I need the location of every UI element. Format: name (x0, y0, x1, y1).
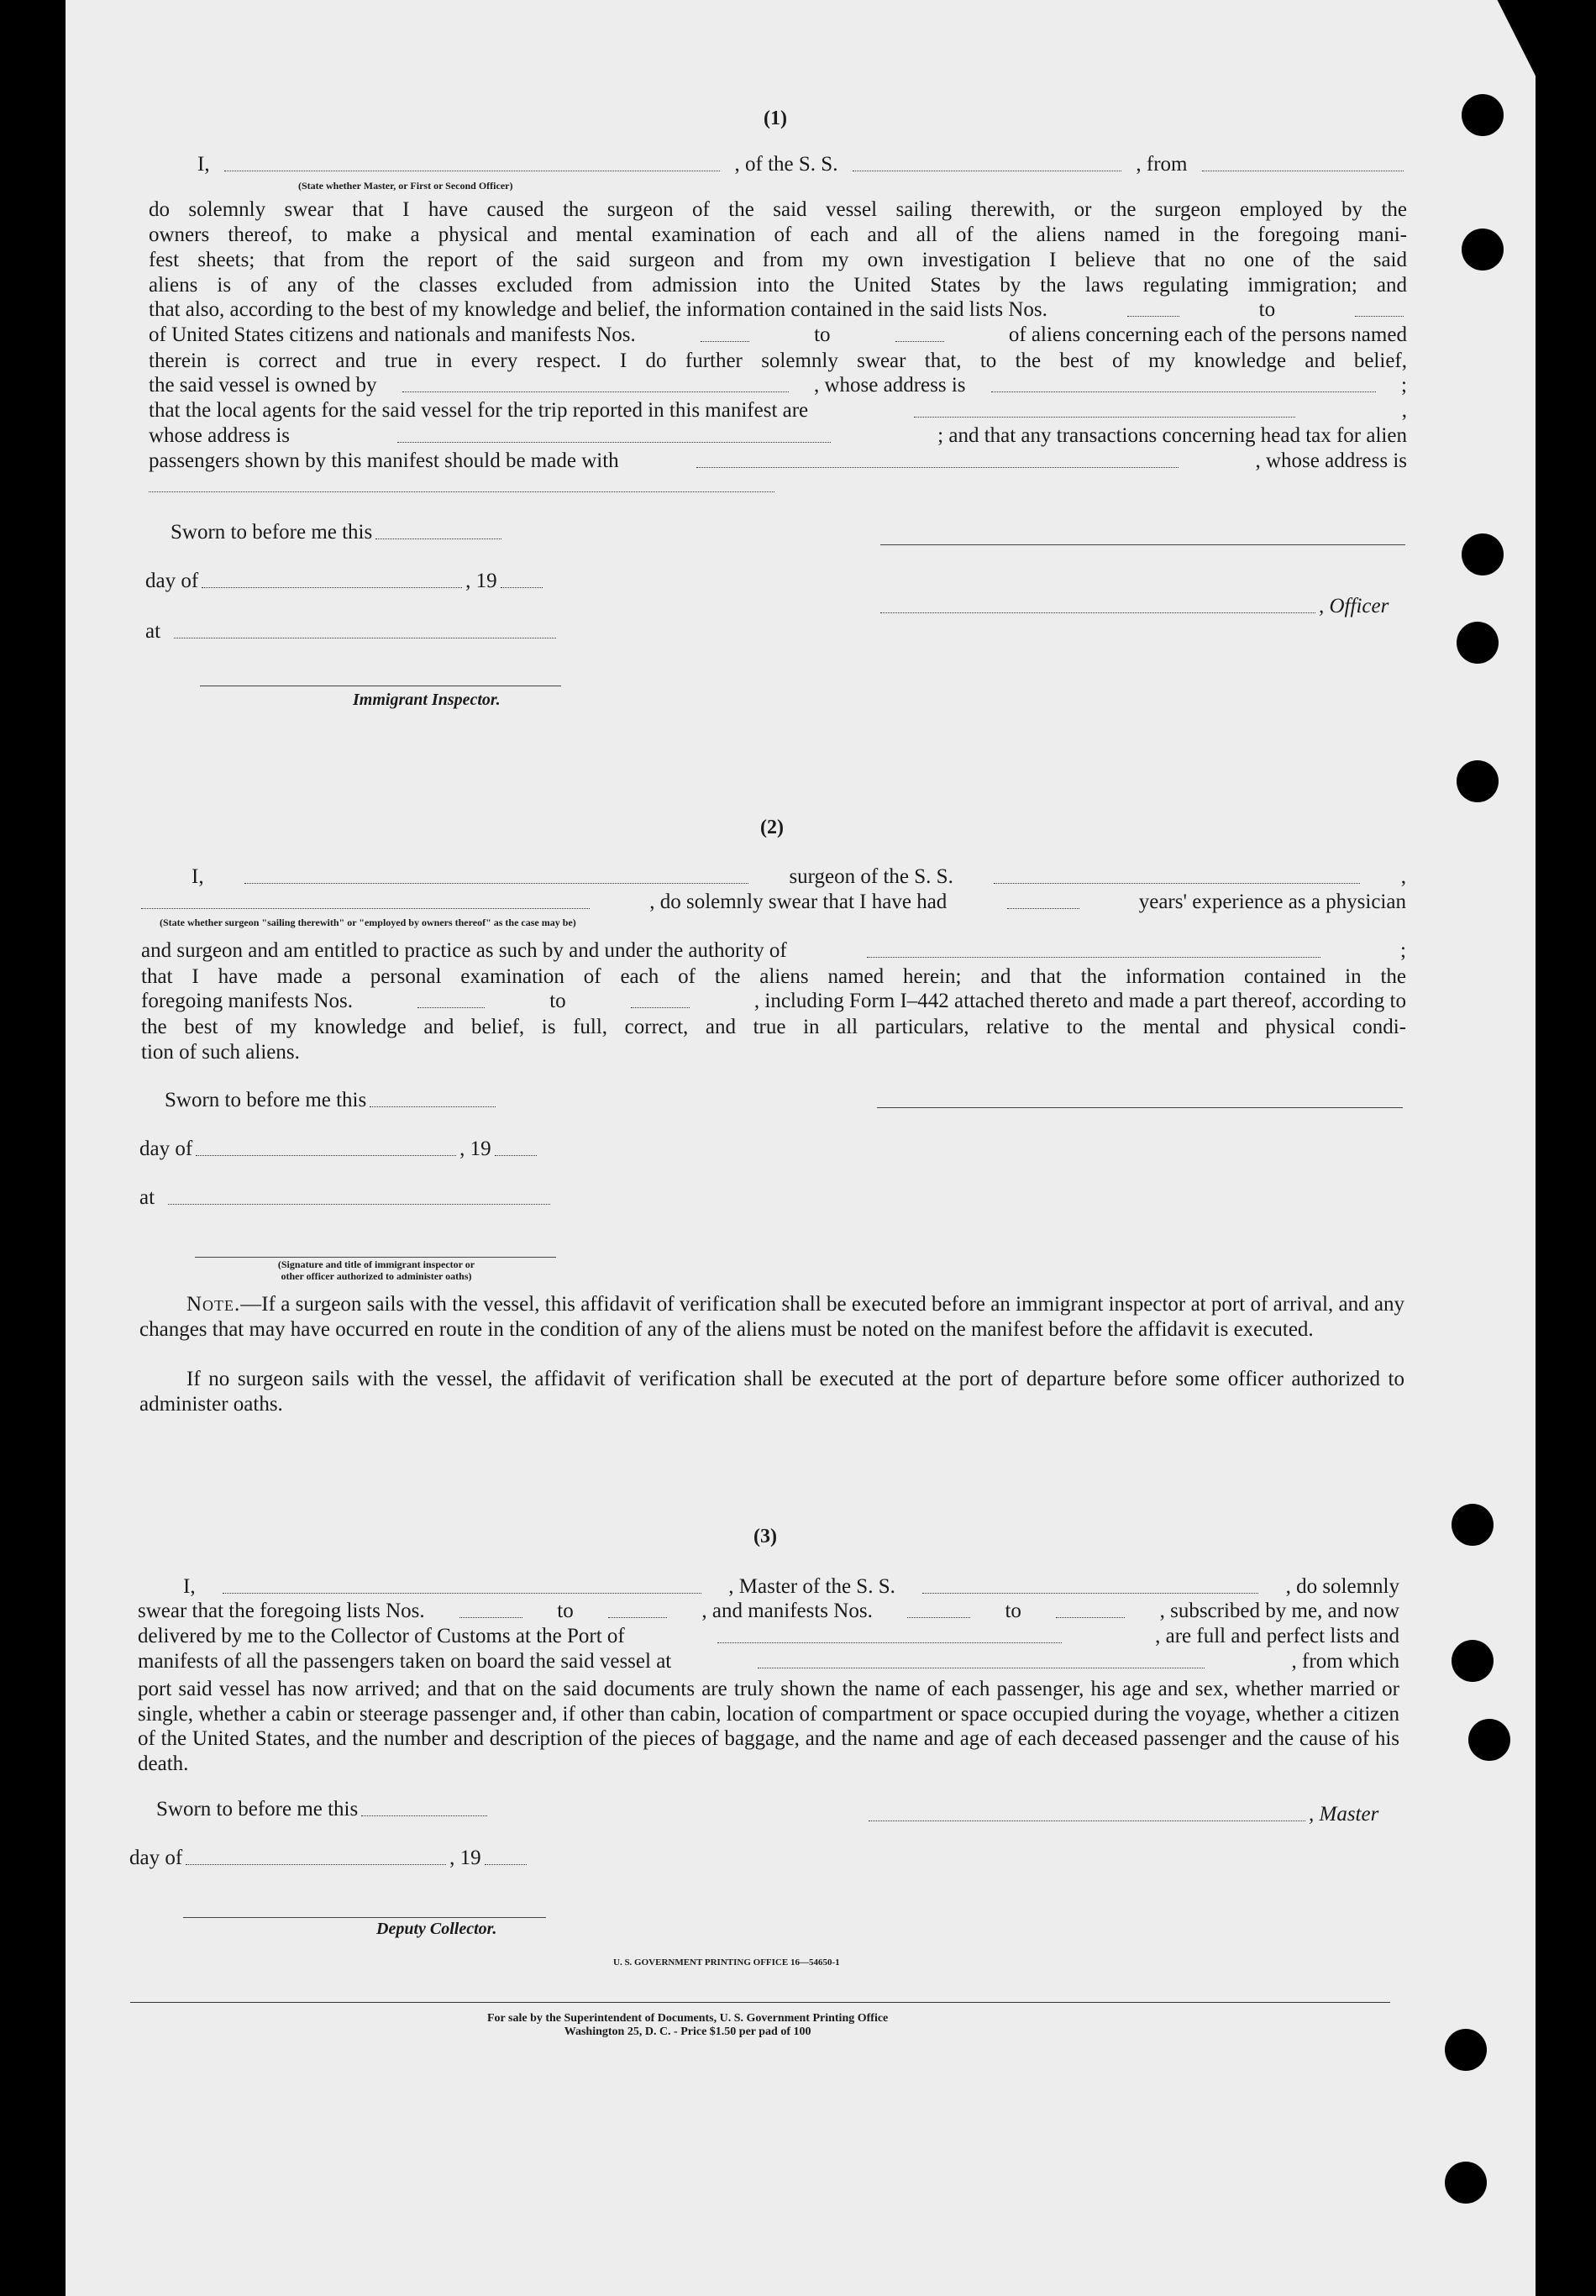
officer-line: , Officer (880, 595, 1389, 618)
lists-to-field[interactable] (608, 1616, 667, 1618)
foregoing-from-field[interactable] (417, 1006, 485, 1008)
sworn-date-field[interactable] (375, 538, 501, 539)
body-line: do solemnly swear that I have caused the surgeon of the said vessel sailing therewith, or the surgeon employed by the (149, 198, 1407, 221)
year-field[interactable] (485, 1863, 527, 1865)
foregoing-to-field[interactable] (631, 1006, 690, 1008)
manifest-from-field[interactable] (701, 340, 749, 342)
officer-name-field[interactable] (224, 170, 720, 171)
master-signature-line: , Master (869, 1803, 1378, 1826)
citizens-line: of United States citizens and nationals and manifests Nos. to of aliens concerning each of the persons named (149, 323, 1407, 346)
surgeon-signature-line[interactable] (877, 1107, 1403, 1108)
surgeon-name-field[interactable] (244, 882, 748, 884)
year-field[interactable] (501, 586, 543, 588)
inspector-signature-line[interactable] (195, 1257, 556, 1258)
manifests-from-field[interactable] (907, 1616, 970, 1618)
years-experience-field[interactable] (1007, 907, 1079, 909)
owner-field[interactable] (402, 391, 789, 392)
agents-address-field[interactable] (397, 441, 831, 443)
footer-sale-line: For sale by the Superintendent of Documents, U. S. Government Printing Office Washington 25, D. C. - Price $1.50 per pad of 100 (487, 2012, 889, 2038)
foregoing-line: foregoing manifests Nos. to , including Form I–442 attached thereto and made a part thereof, according to (141, 990, 1406, 1012)
vessel-name-field[interactable] (853, 170, 1121, 171)
port-field[interactable] (717, 1642, 1062, 1643)
master-name-field[interactable] (223, 1592, 701, 1594)
lists-line: that also, according to the best of my knowledge and belief, the information contained in the said lists Nos. to (149, 298, 1407, 322)
body-line: owners thereof, to make a physical and mental examination of each and all of the aliens named in the foregoing mani- (149, 223, 1407, 246)
day-of-line: day of , 19 (145, 570, 546, 593)
body-line: that I have made a personal examination of each of the aliens named herein; and that the information contained in the (141, 965, 1406, 988)
signature-hint: (Signature and title of immigrant inspector or other officer authorized to administer oaths) (277, 1258, 475, 1282)
deputy-caption: Deputy Collector. (376, 1920, 497, 1938)
officer-signature-line[interactable] (880, 544, 1405, 545)
head-tax-address-field[interactable] (149, 491, 774, 492)
master-signature-field[interactable] (869, 1820, 1305, 1821)
section-number: (3) (753, 1526, 777, 1547)
officer-declaration-line: I, , of the S. S. , from (197, 153, 1407, 176)
lists-from-field[interactable] (459, 1616, 522, 1618)
manifest-to-field[interactable] (895, 340, 944, 342)
authority-field[interactable] (867, 956, 1320, 958)
note-paragraph-2: If no surgeon sails with the vessel, the affidavit of verification shall be executed at the port of departure before some officer authorized to administer oaths. (139, 1368, 1404, 1416)
collector-signature-line[interactable] (183, 1917, 546, 1918)
sworn-date-field[interactable] (370, 1106, 496, 1107)
body-paragraph: port said vessel has now arrived; and that on the said documents are truly shown the name of each passenger, his age and sex, whether married or single, whether a cabin or steerage passenger and, if other than cabin, location of compartment or space occupied during the voyage, whether a citizen of the United States, and the number and description of the pieces of baggage, and the name and age of each deceased passenger and the cause of his death. (138, 1678, 1399, 1775)
section-number: (2) (760, 817, 784, 838)
manifests-line: manifests of all the passengers taken on board the said vessel at , from which (138, 1650, 1399, 1673)
at-line: at (145, 620, 559, 644)
head-tax-line: passengers shown by this manifest should be made with , whose address is (149, 449, 1407, 472)
owned-by-line: the said vessel is owned by , whose address is ; (149, 374, 1407, 397)
printer-line: U. S. GOVERNMENT PRINTING OFFICE 16—54650-1 (613, 1957, 840, 1968)
sworn-line: Sworn to before me this (171, 521, 505, 544)
at-place-field[interactable] (174, 637, 556, 638)
day-month-field[interactable] (202, 586, 462, 588)
inspector-caption: Immigrant Inspector. (353, 691, 501, 709)
day-month-field[interactable] (186, 1863, 446, 1865)
surgeon-status-field[interactable] (141, 907, 590, 909)
delivered-line: delivered by me to the Collector of Customs at the Port of , are full and perfect lists and (138, 1625, 1399, 1647)
master-vessel-field[interactable] (922, 1592, 1258, 1594)
agents-address-line: whose address is ; and that any transactions concerning head tax for alien (149, 424, 1407, 447)
agents-line: that the local agents for the said vessel for the trip reported in this manifest are , (149, 399, 1407, 422)
manifests-to-field[interactable] (1056, 1616, 1125, 1618)
note-paragraph: Note.—If a surgeon sails with the vessel, this affidavit of verification shall be executed before an immigrant inspector at port of arrival, and any changes that may have occurred en route in the condition of any of the aliens must be noted on the manifest before the affidavit is executed. (139, 1293, 1404, 1341)
footer-rule (130, 2002, 1390, 2003)
body-line: the best of my knowledge and belief, is full, correct, and true in all particulars, relative to the mental and physical condi- (141, 1016, 1406, 1038)
sworn-line: Sworn to before me this (156, 1798, 491, 1821)
sworn-line: Sworn to before me this (165, 1089, 499, 1112)
officer-hint: (State whether Master, or First or Second Officer) (298, 180, 513, 192)
surgeon-vessel-field[interactable] (994, 882, 1360, 884)
body-line: aliens is of any of the classes excluded from admission into the United States by the laws regulating immigration; and (149, 274, 1407, 297)
boarding-port-field[interactable] (758, 1667, 1205, 1668)
sworn-date-field[interactable] (361, 1815, 487, 1816)
body-line: fest sheets; that from the report of the said surgeon and from my own investigation I believe that no one of the said (149, 249, 1407, 271)
surgeon-experience-line: , do solemnly swear that I have had years' experience as a physician (141, 891, 1406, 914)
authority-line: and surgeon and am entitled to practice as such by and under the authority of ; (141, 939, 1406, 962)
head-tax-contact-field[interactable] (696, 466, 1179, 468)
agents-field[interactable] (914, 416, 1295, 418)
day-of-line: day of , 19 (139, 1137, 540, 1161)
section-number: (1) (764, 108, 787, 129)
day-of-line: day of , 19 (129, 1847, 530, 1870)
year-field[interactable] (495, 1154, 537, 1156)
departure-port-field[interactable] (1202, 170, 1404, 171)
surgeon-hint: (State whether surgeon "sailing therewith" or "employed by owners thereof" as the case may be) (160, 917, 576, 928)
officer-signature-field[interactable] (880, 612, 1315, 613)
lists-from-field[interactable] (1127, 315, 1179, 317)
at-place-field[interactable] (168, 1203, 550, 1205)
surgeon-line: I, surgeon of the S. S. , (192, 865, 1406, 888)
body-line: therein is correct and true in every respect. I do further solemnly swear that, to the best of my knowledge and belief, (149, 349, 1407, 372)
day-month-field[interactable] (196, 1154, 456, 1156)
master-line: I, , Master of the S. S. , do solemnly (183, 1575, 1399, 1598)
body-line: tion of such aliens. (141, 1041, 300, 1064)
lists-line: swear that the foregoing lists Nos. to , and manifests Nos. to , subscribed by me, and now (138, 1600, 1399, 1622)
lists-to-field[interactable] (1355, 315, 1404, 317)
owner-address-field[interactable] (991, 391, 1376, 392)
at-line: at (139, 1186, 554, 1210)
